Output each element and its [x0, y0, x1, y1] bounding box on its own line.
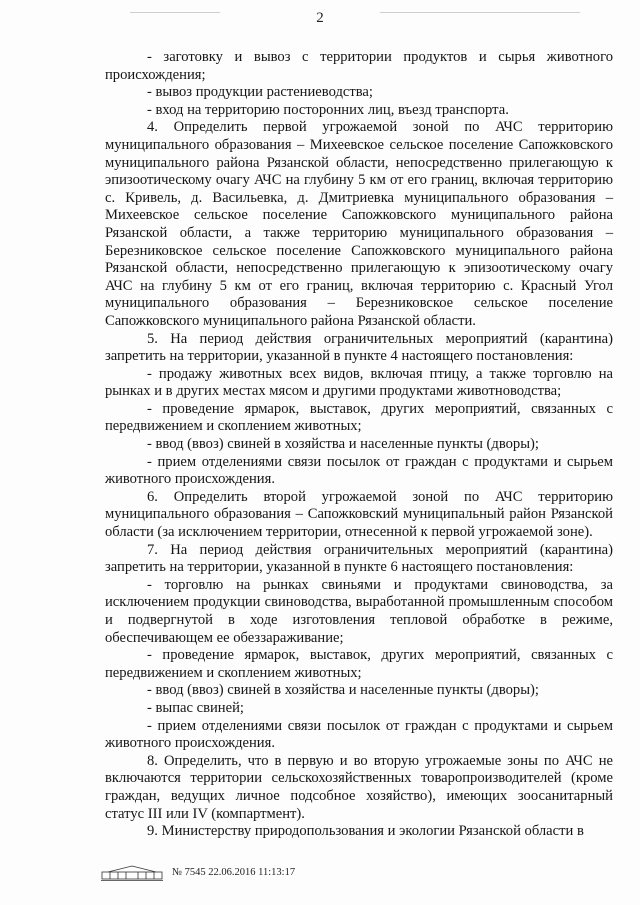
list-item: - торговлю на рынках свиньями и продуктами свиноводства, за исключением продукции свиноводства, выработанной промышленным способом и подвергнутой в ходе изготовления тепловой обработке в режиме, обеспечивающем ее обеззараживание; — [105, 576, 613, 646]
list-item: - продажу животных всех видов, включая птицу, а также торговлю на рынках и в других местах мясом и другими продуктами животноводства; — [105, 365, 613, 400]
numbered-paragraph: 7. На период действия ограничительных мероприятий (карантина) запретить на территории, указанной в пункте 6 настоящего постановления: — [105, 541, 613, 576]
list-item: - проведение ярмарок, выставок, других мероприятий, связанных с передвижением и скоплением животных; — [105, 647, 613, 681]
list-item: - вывоз продукции растениеводства; — [147, 84, 373, 101]
numbered-paragraph: 9. Министерству природопользования и экологии Рязанской области в — [147, 823, 584, 840]
numbered-paragraph: 4. Определить первой угрожаемой зоной по АЧС территорию муниципального образования – Михеевское сельское поселение Сапожковского муниципального района Рязанской области, непосредственно прилегающую к эпизоотическому очагу АЧС на глубину 5 км от его границ, включая территорию с. Кривель, д. Васильевка, д. Дмитриевка муниципального образования – Михеевское сельское поселение Сапожковского муниципального района Рязанской области, а также территорию муниципального образования – Березниковское сельское поселение Сапожковского муниципального района Рязанской области, непосредственно прилегающую к эпизоотическому очагу АЧС на глубину 5 км от его границ, включая территорию с. Красный Угол муниципального образования – Березниковское сельское поселение Сапожковского муниципального района Рязанской области. — [105, 119, 613, 329]
page-number: 2 — [316, 10, 324, 26]
list-item: - прием отделениями связи посылок от граждан с продуктами и сырьем животного происхождения. — [105, 717, 613, 752]
registration-stamp: № 7545 22.06.2016 11:13:17 — [172, 867, 296, 878]
list-item: - вход на территорию посторонних лиц, въезд транспорта. — [147, 101, 509, 118]
list-item: - выпас свиней; — [147, 699, 244, 716]
list-item: - ввод (ввоз) свиней в хозяйства и населенные пункты (дворы); — [147, 436, 539, 453]
building-emblem-icon — [100, 864, 164, 882]
list-item: - проведение ярмарок, выставок, других мероприятий, связанных с передвижением и скоплением животных; — [105, 400, 613, 435]
list-item: - заготовку и вывоз с территории продуктов и сырья животного происхождения; — [105, 49, 613, 83]
document-footer — [100, 864, 400, 884]
document-body — [105, 49, 613, 841]
list-item: - ввод (ввоз) свиней в хозяйства и населенные пункты (дворы); — [147, 682, 539, 699]
numbered-paragraph: 8. Определить, что в первую и во вторую угрожаемые зоны по АЧС не включаются территории сельскохозяйственных товаропроизводителей (кроме граждан, ведущих личное подсобное хозяйство), имеющих зоосанитарный статус III или IV (компартмент). — [105, 752, 613, 822]
numbered-paragraph: 5. На период действия ограничительных мероприятий (карантина) запретить на территории, указанной в пункте 4 настоящего постановления: — [105, 330, 613, 365]
numbered-paragraph: 6. Определить второй угрожаемой зоной по АЧС территорию муниципального образования – Сапожковский муниципальный район Рязанской области (за исключением территории, отнесенной к первой угрожаемой зоне). — [105, 488, 613, 541]
list-item: - прием отделениями связи посылок от граждан с продуктами и сырьем животного происхождения. — [105, 453, 613, 488]
